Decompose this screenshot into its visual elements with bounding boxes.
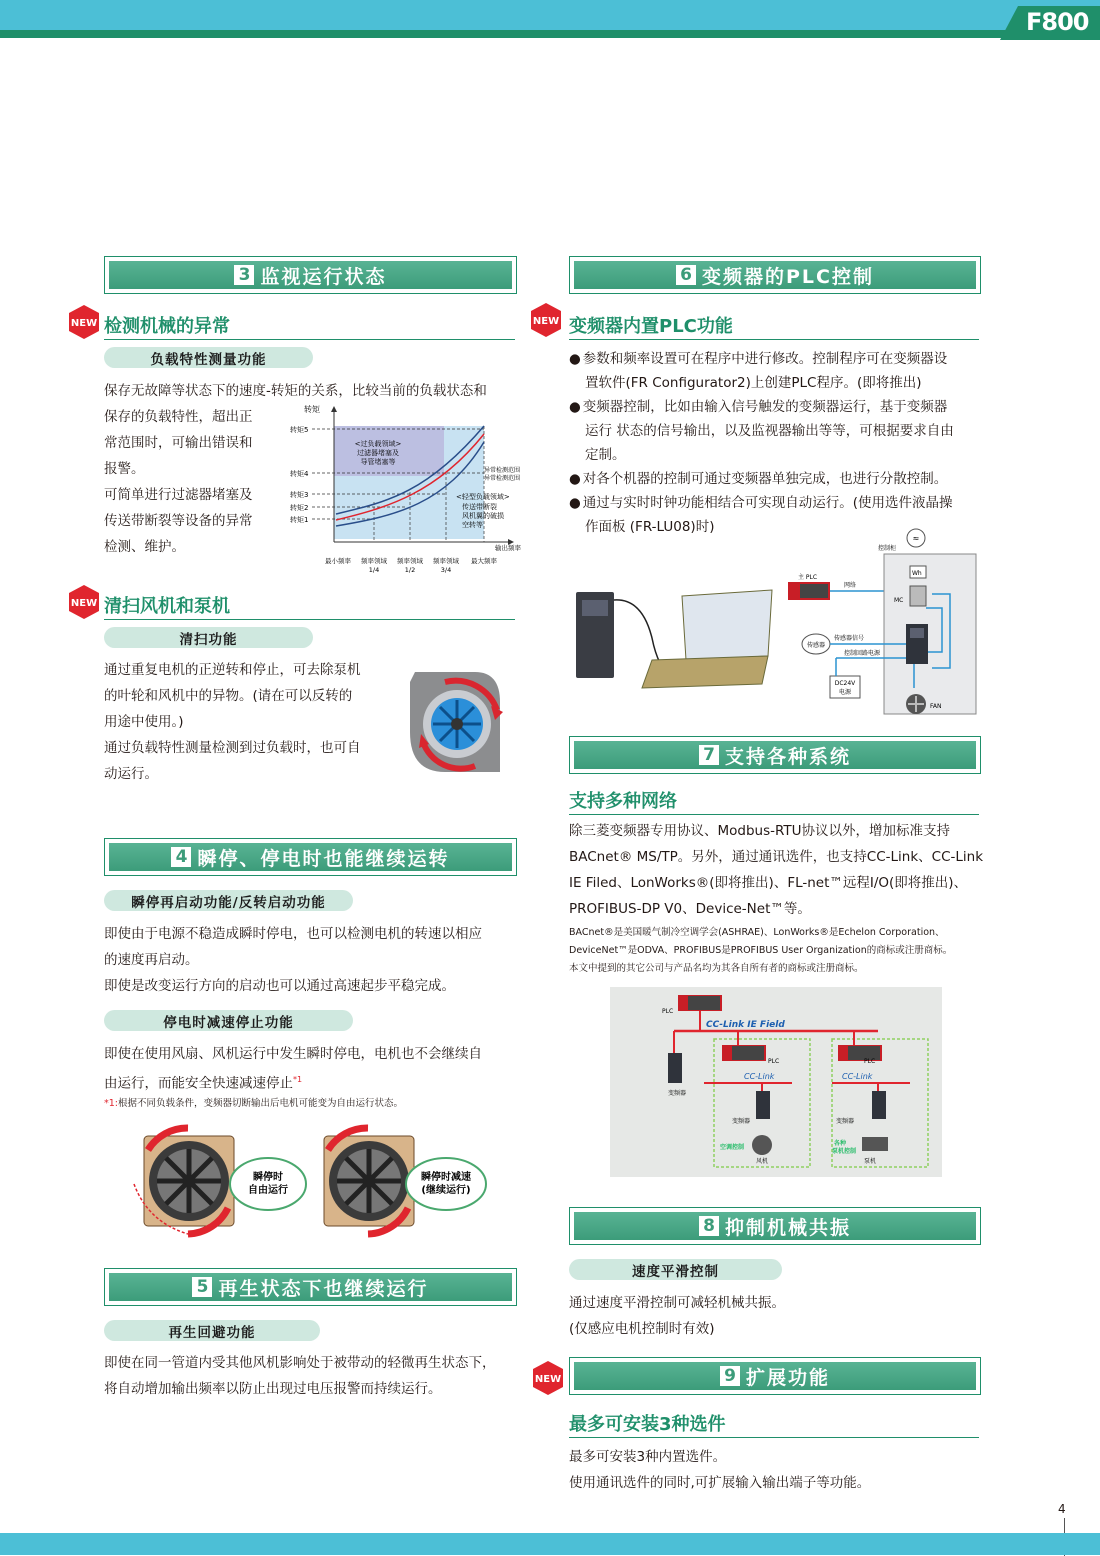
text-line: 最多可安装3种内置选件。 xyxy=(569,1449,727,1465)
svg-text:异常检测范围: 异常检测范围 xyxy=(484,475,521,482)
section-5-header xyxy=(104,1268,517,1306)
text-line: 的速度再启动。 xyxy=(104,952,199,968)
heading-options: 最多可安装3种选件 xyxy=(569,1410,979,1438)
svg-text:转矩: 转矩 xyxy=(304,405,320,414)
text-line: 报警。 xyxy=(104,461,145,477)
footnote xyxy=(104,1096,524,1112)
text-line: 使用通讯选件的同时,可扩展输入输出端子等功能。 xyxy=(569,1475,871,1491)
pill-speed-smoothing: 速度平滑控制 xyxy=(569,1259,782,1280)
svg-text:≈: ≈ xyxy=(912,534,920,543)
svg-text:瞬停时减速: 瞬停时减速 xyxy=(421,1172,471,1183)
text-line: 通过重复电机的正逆转和停止，可去除泵机 xyxy=(104,662,361,678)
svg-text:异常检测范围: 异常检测范围 xyxy=(484,467,521,474)
section-title: 再生状态下也继续运行 xyxy=(218,1277,429,1300)
svg-text:泵机: 泵机 xyxy=(864,1158,877,1165)
header-bar xyxy=(0,0,1100,30)
svg-text:频率领域: 频率领域 xyxy=(433,557,459,565)
section-3-header xyxy=(104,256,517,294)
text-line: 通过负载特性测量检测到过负载时，也可自 xyxy=(104,740,361,756)
section-6-header xyxy=(569,256,981,294)
svg-text:空调控制: 空调控制 xyxy=(720,1144,745,1151)
svg-text:转矩4: 转矩4 xyxy=(290,470,309,478)
svg-text:各种: 各种 xyxy=(834,1140,847,1147)
svg-text:最小频率: 最小频率 xyxy=(325,557,351,565)
svg-text:CC-Link: CC-Link xyxy=(744,1072,775,1081)
footnote-text: 根据不同负载条件，变频器切断输出后电机可能变为自由运行状态。 xyxy=(118,1098,404,1109)
section-title: 抑制机械共振 xyxy=(724,1216,851,1239)
svg-text:空转等: 空转等 xyxy=(462,521,483,529)
fan-cleaning-illustration xyxy=(405,662,505,780)
bullet-line: 通过与实时时钟功能相结合可实现自动运行。(使用选件液晶操 xyxy=(582,495,953,511)
svg-text:CC-Link: CC-Link xyxy=(842,1072,873,1081)
text-line: 即使在使用风扇、风机运行中发生瞬时停电，电机也不会继续自 xyxy=(104,1046,482,1062)
fan-free-run xyxy=(134,1128,306,1234)
section-number: 4 xyxy=(171,847,191,867)
control-cabinet xyxy=(884,554,976,714)
svg-text:过滤器堵塞及: 过滤器堵塞及 xyxy=(357,449,399,457)
text-line: (仅感应电机控制时有效) xyxy=(569,1321,715,1337)
svg-text:转矩5: 转矩5 xyxy=(290,426,309,434)
plc-control-diagram xyxy=(572,528,980,718)
bullet-item xyxy=(569,347,984,395)
new-badge-icon xyxy=(528,302,564,338)
load-characteristic-chart xyxy=(286,402,530,580)
header-line xyxy=(0,30,1010,38)
svg-text:1/4: 1/4 xyxy=(368,566,380,574)
heading-clean-fan-pump: 清扫风机和泵机 xyxy=(104,592,515,620)
text-line: 通过速度平滑控制可减轻机械共振。 xyxy=(569,1295,785,1311)
page-number: 4 xyxy=(1058,1502,1066,1516)
trademark-note: DeviceNet™是ODVA、PROFIBUS是PROFIBUS User Organization的商标或注册商标。 xyxy=(569,945,953,956)
section-4-header xyxy=(104,838,517,876)
section-7-header xyxy=(569,736,981,774)
svg-text:控制柜: 控制柜 xyxy=(878,545,897,552)
text-line: 检测、维护。 xyxy=(104,539,185,555)
text-line: 常范围时，可输出错误和 xyxy=(104,435,253,451)
svg-text:DC24V: DC24V xyxy=(834,680,856,687)
trademark-note: 本文中提到的其它公司与产品名均为其各自所有者的商标或注册商标。 xyxy=(569,963,864,974)
heading-networks: 支持多种网络 xyxy=(569,787,979,815)
svg-text:NEW: NEW xyxy=(70,598,98,609)
section-9-header xyxy=(569,1357,981,1395)
section-title: 扩展功能 xyxy=(745,1366,830,1389)
footnote-label: *1: xyxy=(104,1098,118,1109)
svg-text:变频器: 变频器 xyxy=(836,1118,855,1125)
svg-text:NEW: NEW xyxy=(70,318,98,329)
svg-text:瞬停时: 瞬停时 xyxy=(253,1172,283,1183)
text-line: 传送带断裂等设备的异常 xyxy=(104,513,253,529)
text-line: 保存的负载特性，超出正 xyxy=(104,409,253,425)
section-title: 监视运行状态 xyxy=(260,265,387,288)
pill-load-measure: 负载特性测量功能 xyxy=(104,347,313,368)
text-line-part: 由运行，而能安全快速减速停止 xyxy=(104,1075,293,1092)
power-failure-fan-illustration xyxy=(128,1122,488,1240)
section-title: 瞬停、停电时也能继续运转 xyxy=(197,847,450,870)
text-line: 即使由于电源不稳造成瞬时停电，也可以检测电机的转速以相应 xyxy=(104,926,482,942)
bullet-item xyxy=(569,395,984,467)
new-badge-icon xyxy=(66,584,102,620)
svg-text:变频器: 变频器 xyxy=(668,1090,687,1097)
network-system-diagram xyxy=(610,987,942,1177)
svg-text:泵机控制: 泵机控制 xyxy=(832,1148,857,1155)
fan-decelerate xyxy=(324,1128,486,1234)
svg-text:变频器: 变频器 xyxy=(732,1118,751,1125)
footer-bar xyxy=(0,1533,1100,1555)
text-line: 保存无故障等状态下的速度-转矩的关系，比较当前的负载状态和 xyxy=(104,383,487,399)
svg-text:1/2: 1/2 xyxy=(404,566,416,574)
svg-text:转矩1: 转矩1 xyxy=(290,516,309,524)
pill-clean: 清扫功能 xyxy=(104,627,313,648)
svg-text:PLC: PLC xyxy=(768,1058,780,1065)
svg-text:NEW: NEW xyxy=(532,316,560,327)
svg-text:频率领域: 频率领域 xyxy=(361,557,387,565)
section-number: 7 xyxy=(699,745,719,765)
svg-text:传感器: 传感器 xyxy=(806,642,826,649)
svg-text:转矩3: 转矩3 xyxy=(290,491,309,499)
bullet-line: 对各个机器的控制可通过变频器单独完成，也进行分散控制。 xyxy=(582,471,948,487)
svg-text:传感器信号: 传感器信号 xyxy=(834,635,865,642)
text-line: 将自动增加输出频率以防止出现过电压报警而持续运行。 xyxy=(104,1381,442,1397)
text-line: 除三菱变频器专用协议、Modbus-RTU协议以外，增加标准支持 xyxy=(569,823,951,839)
text-line xyxy=(104,1067,524,1097)
svg-text:电源: 电源 xyxy=(838,689,852,696)
svg-text:控制回路电源: 控制回路电源 xyxy=(844,650,881,657)
footnote-mark: *1 xyxy=(293,1075,303,1084)
laptop-icon xyxy=(682,590,772,660)
bullet-line: 变频器控制，比如由输入信号触发的变频器运行，基于变频器 xyxy=(582,399,948,415)
section-title: 支持各种系统 xyxy=(724,745,851,768)
section-number: 9 xyxy=(720,1366,740,1386)
bullet-line: 定制。 xyxy=(585,447,626,463)
section-8-header xyxy=(569,1207,981,1245)
svg-text:导管堵塞等: 导管堵塞等 xyxy=(360,458,396,466)
svg-text:网络: 网络 xyxy=(844,582,857,589)
bullet-line: 作面板 (FR-LU08)时) xyxy=(585,519,715,535)
bullet-line: 运行 状态的信号输出，以及监视器输出等等，可根据要求自由 xyxy=(585,423,954,439)
svg-text:主 PLC: 主 PLC xyxy=(798,574,818,581)
svg-text:CC-Link IE Field: CC-Link IE Field xyxy=(706,1020,785,1030)
text-line: 的叶轮和风机中的异物。(请在可以反转的 xyxy=(104,688,353,704)
text-line: 即使是改变运行方向的启动也可以通过高速起步平稳完成。 xyxy=(104,978,455,994)
text-line: 即使在同一管道内受其他风机影响处于被带动的轻微再生状态下， xyxy=(104,1355,496,1371)
text-line: 用途中使用。) xyxy=(104,714,184,730)
trademark-note: BACnet®是美国暖气制冷空调学会(ASHRAE)、LonWorks®是Echelon Corporation、 xyxy=(569,927,945,938)
text-line: PROFIBUS-DP V0、Device-Net™等。 xyxy=(569,901,811,917)
svg-text:自由运行: 自由运行 xyxy=(248,1185,288,1196)
heading-detect-abnormal: 检测机械的异常 xyxy=(104,312,515,340)
svg-text:3/4: 3/4 xyxy=(440,566,452,574)
svg-text:<轻型负载领域>: <轻型负载领域> xyxy=(456,493,510,501)
new-badge-icon xyxy=(530,1360,566,1396)
bullet-line: 置软件(FR Configurator2)上创建PLC程序。(即将推出) xyxy=(585,375,922,391)
svg-text:转矩2: 转矩2 xyxy=(290,504,309,512)
pill-power-fail-stop: 停电时减速停止功能 xyxy=(104,1010,353,1031)
section-number: 5 xyxy=(192,1277,212,1297)
text-line: 可简单进行过滤器堵塞及 xyxy=(104,487,253,503)
text-line: 动运行。 xyxy=(104,766,158,782)
new-badge-icon xyxy=(66,304,102,340)
section-number: 3 xyxy=(234,265,254,285)
svg-text:最大频率: 最大频率 xyxy=(471,557,497,565)
svg-text:NEW: NEW xyxy=(534,1374,562,1385)
text-line: BACnet® MS/TP。另外，通过通讯选件，也支持CC-Link、CC-Link xyxy=(569,849,984,865)
svg-text:FAN: FAN xyxy=(930,703,942,710)
section-number: 8 xyxy=(699,1216,719,1236)
pill-regen-avoid: 再生回避功能 xyxy=(104,1320,320,1341)
heading-builtin-plc: 变频器内置PLC功能 xyxy=(569,312,979,340)
svg-text:PLC: PLC xyxy=(864,1058,876,1065)
bullet-item xyxy=(569,467,984,491)
svg-text:风机翼的破损: 风机翼的破损 xyxy=(462,512,504,520)
section-number: 6 xyxy=(676,265,696,285)
svg-text:PLC: PLC xyxy=(662,1008,674,1015)
svg-text:风机: 风机 xyxy=(756,1158,769,1165)
svg-text:频率领域: 频率领域 xyxy=(397,557,423,565)
svg-text:输出频率: 输出频率 xyxy=(495,544,521,552)
svg-text:(继续运行): (继续运行) xyxy=(421,1185,471,1196)
bullet-line: 参数和频率设置可在程序中进行修改。控制程序可在变频器设 xyxy=(582,351,948,367)
brand-label: F800 xyxy=(1026,8,1089,36)
svg-text:Wh: Wh xyxy=(912,570,922,577)
svg-text:MC: MC xyxy=(894,597,904,604)
text-line: IE Filed、LonWorks®(即将推出)、FL-net™远程I/O(即将推出)、 xyxy=(569,875,968,891)
svg-text:传送带断裂: 传送带断裂 xyxy=(462,503,497,511)
pill-restart: 瞬停再启动功能/反转启动功能 xyxy=(104,890,353,911)
svg-text:<过负载领域>: <过负载领域> xyxy=(354,440,402,448)
section-title: 变频器的PLC控制 xyxy=(702,265,874,288)
